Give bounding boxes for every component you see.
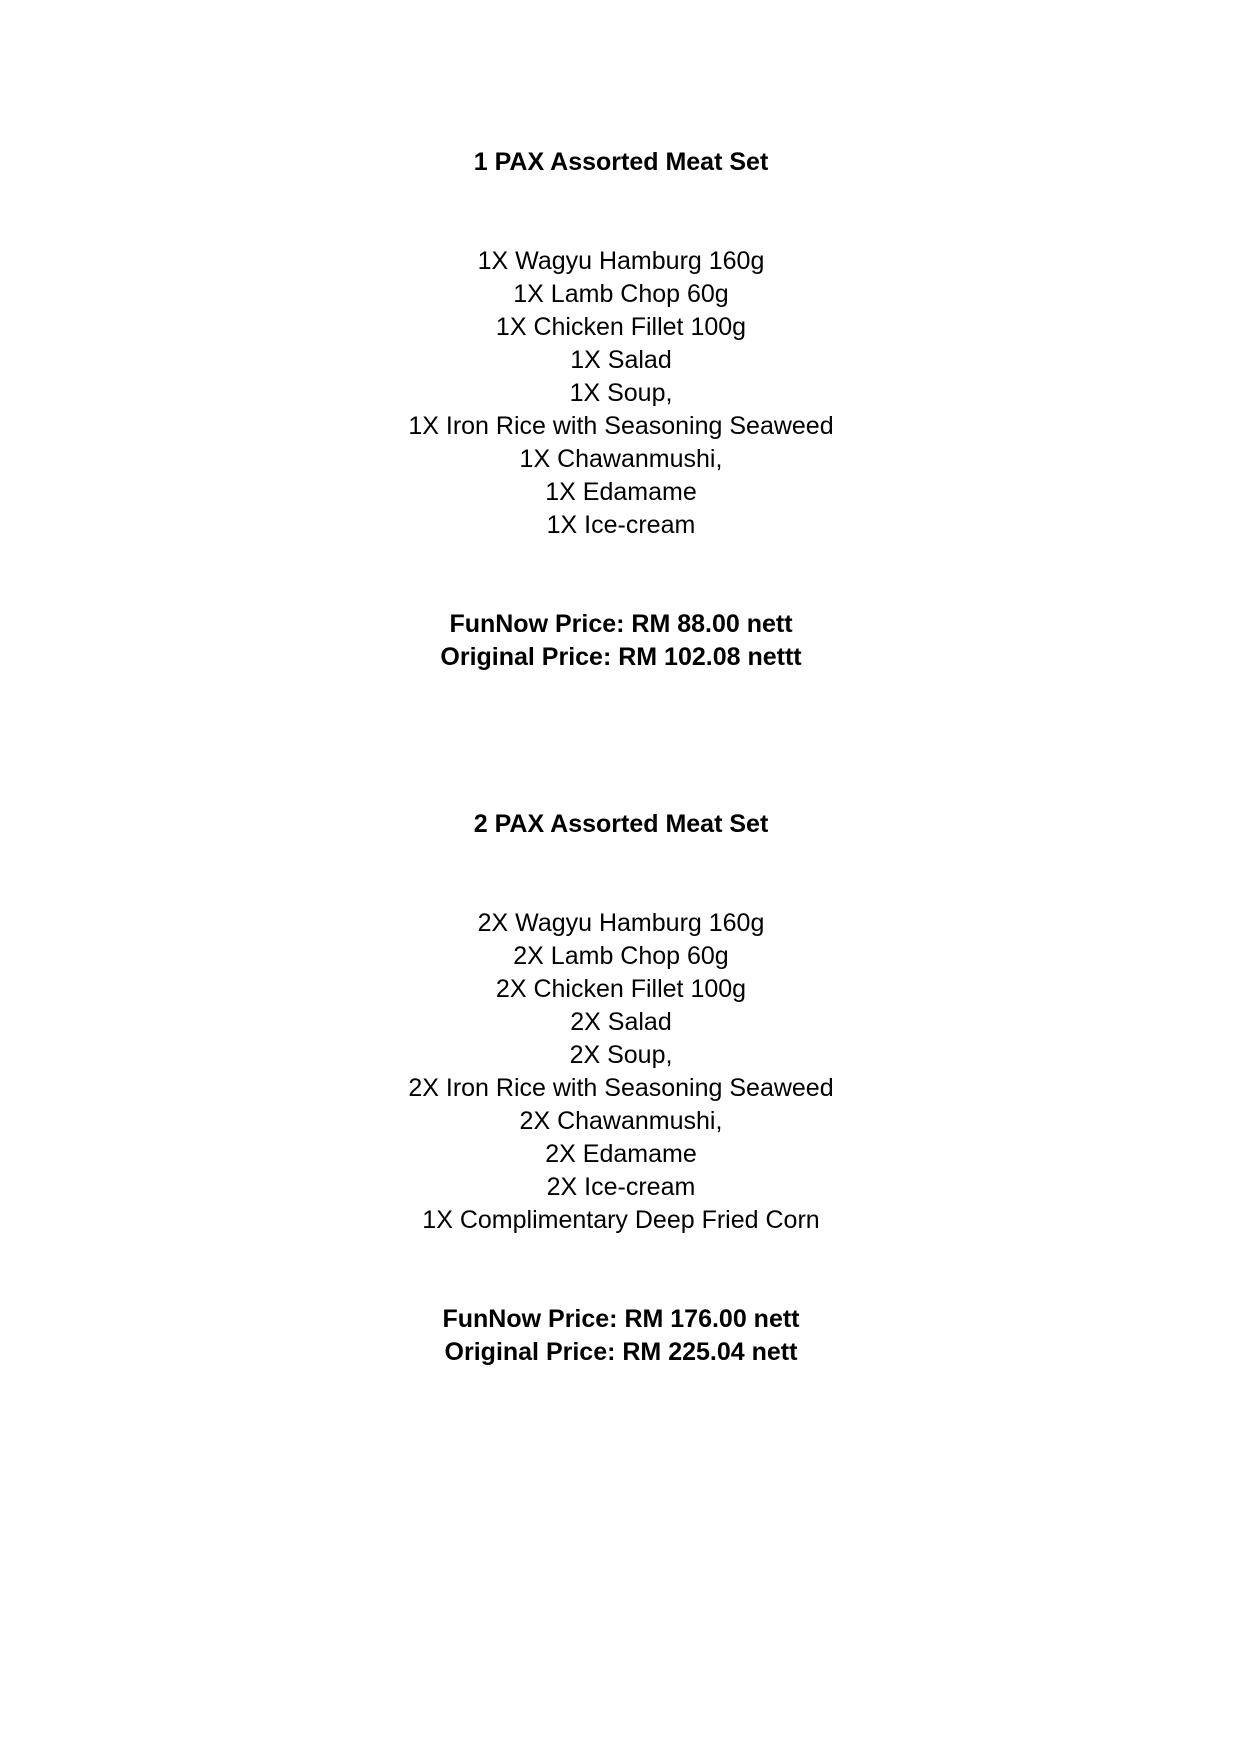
original-price: Original Price: RM 102.08 nettt [440, 643, 802, 671]
list-item: 2X Ice-cream [546, 1173, 696, 1201]
list-item: 1X Chicken Fillet 100g [495, 313, 747, 341]
list-item: 2X Iron Rice with Seasoning Seaweed [408, 1074, 834, 1102]
set-items-list [0, 245, 1242, 542]
list-item: 1X Lamb Chop 60g [513, 280, 729, 308]
list-item: 1X Edamame [545, 478, 697, 506]
original-price: Original Price: RM 225.04 nett [444, 1338, 798, 1366]
list-item: 1X Wagyu Hamburg 160g [477, 247, 765, 275]
list-item: 2X Soup, [569, 1041, 673, 1069]
list-item: 2X Chawanmushi, [519, 1107, 723, 1135]
list-item: 1X Ice-cream [546, 511, 696, 539]
price-block [0, 608, 1242, 674]
list-item: 2X Edamame [545, 1140, 697, 1168]
list-item: 1X Chawanmushi, [519, 445, 723, 473]
list-item: 1X Iron Rice with Seasoning Seaweed [408, 412, 834, 440]
list-item: 2X Chicken Fillet 100g [495, 975, 747, 1003]
list-item: 1X Salad [570, 346, 672, 374]
list-item: 1X Complimentary Deep Fried Corn [422, 1206, 820, 1234]
list-item: 2X Salad [570, 1008, 672, 1036]
list-item: 2X Lamb Chop 60g [513, 942, 729, 970]
funnow-price: FunNow Price: RM 176.00 nett [442, 1305, 800, 1333]
funnow-price: FunNow Price: RM 88.00 nett [449, 610, 793, 638]
price-block [0, 1303, 1242, 1369]
set-title: 2 PAX Assorted Meat Set [473, 810, 769, 838]
list-item: 1X Soup, [569, 379, 673, 407]
set-1-pax [0, 146, 1242, 674]
set-items-list [0, 907, 1242, 1237]
set-title: 1 PAX Assorted Meat Set [473, 148, 769, 176]
set-2-pax [0, 808, 1242, 1369]
list-item: 2X Wagyu Hamburg 160g [477, 909, 765, 937]
